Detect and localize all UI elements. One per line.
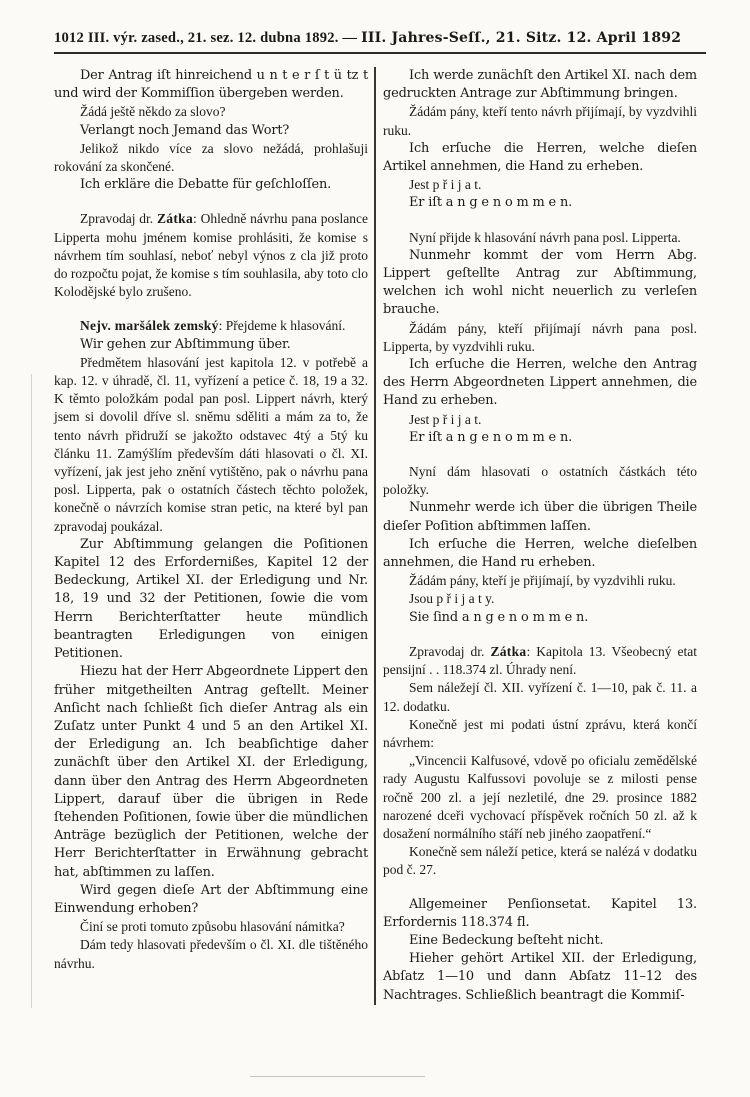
header-rule xyxy=(54,52,706,54)
paragraph: Er iſt a n g e n o m m e n. xyxy=(409,429,573,445)
paragraph: Verlangt noch Jemand das Wort? xyxy=(80,122,290,138)
paragraph: Činí se proti tomuto způsobu hlasování námitka? xyxy=(80,919,345,935)
paragraph: Konečně jest mi podati ústní zprávu, která končí návrhem: xyxy=(383,716,697,750)
bottom-rule xyxy=(250,1076,425,1077)
paragraph: Žádá ještě někdo za slovo? xyxy=(80,104,226,120)
paragraph: Nyní přijde k hlasování návrh pana posl. Lipperta. xyxy=(409,229,681,245)
left-column xyxy=(54,67,368,1005)
paragraph: Zpravodaj dr. Zátka: Ohledně návrhu pana poslance Lipperta mohu jménem komise prohlásiti, že komise s návrhem tím souhlasí, neboť nebyl výnos z cla již proto do rozpočtu pojat, že komise s tím souhlasila, aby toto clo Kolodějské bylo zrušeno. xyxy=(54,211,368,300)
paragraph: Konečně sem náleží petice, která se nalézá v dodatku pod č. 27. xyxy=(383,844,697,878)
paragraph: Ich erſuche die Herren, welche dieſen Artikel annehmen, die Hand zu erheben. xyxy=(383,140,697,175)
paragraph: „Vincencii Kalfusové, vdově po oficialu zemědělské rady Augustu Kalfussovi povoluje se z milosti pense ročně 200 zl. a její nezletilé, dne 29. prosince 1882 narozené dceři vychovací příspěvek ročních 50 zl. až k dosažení normálního stáří neb jiného zaopatření.“ xyxy=(383,753,697,841)
paragraph: Zpravodaj dr. Zátka: Kapitola 13. Všeobecný etat pensijní . . 118.374 zl. Úhrady není. xyxy=(383,643,697,678)
paragraph: Nunmehr kommt der vom Herrn Abg. Lippert geſtellte Antrag zur Abſtimmung, welchen ich wohl nicht neuerlich zu verleſen brauche. xyxy=(383,247,697,318)
header-separator: — xyxy=(342,30,358,46)
column-divider xyxy=(374,67,376,1005)
paragraph: Žádám pány, kteří tento návrh přijímají, by vyzdvihli ruku. xyxy=(383,104,697,138)
paragraph: Sem náležejí čl. XII. vyřízení č. 1—10, pak č. 11. a 12. dodatku. xyxy=(383,680,697,714)
paragraph: Hieher gehört Artikel XII. der Erledigung, Abſatz 1—10 und dann Abſatz 11–12 des Nachtrages. Schließlich beantragt die Kommiſ- xyxy=(383,951,697,1003)
paragraph: Er iſt a n g e n o m m e n. xyxy=(409,195,573,211)
text-columns xyxy=(54,67,706,1005)
paragraph: Ich werde zunächſt den Artikel XI. nach dem gedruckten Antrage zur Abſtimmung bringen. xyxy=(383,68,697,102)
paragraph: Ich erſuche die Herren, welche dieſelben annehmen, die Hand ru erheben. xyxy=(383,536,697,571)
header-czech-session: 1012 III. výr. zased., 21. sez. 12. dubna 1892. xyxy=(54,30,339,46)
right-column xyxy=(383,67,697,1005)
paragraph: Der Antrag iſt hinreichend u n t e r ſ t ü tz t und wird der Kommiſſion übergeben werden. xyxy=(54,68,368,102)
paragraph: Ich erſuche die Herren, welche den Antrag des Herrn Abgeordneten Lippert annehmen, die Hand zu erheben. xyxy=(383,357,697,409)
paragraph: Dám tedy hlasovati především o čl. XI. dle tištěného návrhu. xyxy=(54,937,368,971)
paragraph: Wird gegen dieſe Art der Abſtimmung eine Einwendung erhoben? xyxy=(54,882,368,916)
paragraph: Hiezu hat der Herr Abgeordnete Lippert den früher mitgetheilten Antrag geſtellt. Meiner Anſicht nach ſchließt ſich dieſer Antrag als ein Zuſatz unter Punkt 4 und 5 an den Artikel XI. der Erledigung an. Ich beabſichtige daher zunächſt über den Artikel XI. der Erledigung, dann über den Antrag des Herrn Abgeordneten Lippert, darauf über die übrigen in Rede ſtehenden Poſitionen, ſowie über die mündlichen Anträge bezüglich der Petitionen, welche der Herr Berichterſtatter in Erwähnung gebracht hat, abſtimmen zu laſſen. xyxy=(54,664,368,880)
paragraph: Jsou p ř i j a t y. xyxy=(409,591,495,607)
paragraph: Nejv. maršálek zemský: Přejdeme k hlasování. xyxy=(80,318,346,334)
page-header xyxy=(54,30,706,47)
paragraph: Předmětem hlasování jest kapitola 12. v potřebě a kap. 12. v úhradě, čl. 11, vyřízení a petice č. 18, 19 a 32. K těmto položkám podal pan posl. Lippert návrh, který jsem si dovolil dříve sl. sněmu sděliti a mám za to, že tento návrh přidruží se jakožto odstavec 4tý a 5tý ku článku 11. Zamýšlím především dáti hlasovati o čl. XI. vyřízení, jak jest jeho znění vytištěno, pak o návrhu pana posl. Lipperta, pak o ostatních částech těchto položek, konečně o návrzích komise stran petic, na které byl pan zpravodaj poukázal. xyxy=(54,354,368,534)
paragraph: Jelikož nikdo více za slovo nežádá, prohlašuji rokování za skončené. xyxy=(54,140,368,175)
scan-artifact-line xyxy=(31,374,32,1008)
paragraph: Allgemeiner Penſionsetat. Kapitel 13. Erfordernis 118.374 fl. xyxy=(383,896,697,930)
paragraph: Jest p ř i j a t. xyxy=(409,411,482,427)
paragraph: Sie ſind a n g e n o m m e n. xyxy=(409,609,589,625)
paragraph: Eine Bedeckung beſteht nicht. xyxy=(409,932,604,948)
paragraph: Žádám pány, kteří přijímají návrh pana posl. Lipperta, by vyzdvihli ruku. xyxy=(383,320,697,354)
paragraph: Ich erkläre die Debatte für geſchloſſen. xyxy=(80,177,332,193)
paragraph: Žádám pány, kteří je přijímají, by vyzdvihli ruku. xyxy=(409,573,676,589)
paragraph: Zur Abſtimmung gelangen die Poſitionen Kapitel 12 des Erfordernißes, Kapitel 12 der Bedeckung, Artikel XI. der Erledigung und Nr. 18, 19 und 32 der Petitionen, ſowie die vom Herrn Berichterſtatter heute mündlich beantragten Erledigungen von einigen Petitionen. xyxy=(54,536,368,662)
paragraph: Nunmehr werde ich über die übrigen Theile dieſer Poſition abſtimmen laſſen. xyxy=(383,500,697,534)
paragraph: Wir gehen zur Abſtimmung über. xyxy=(80,336,291,352)
paragraph: Jest p ř i j a t. xyxy=(409,177,482,193)
header-german-session: III. Jahres-Seſſ., 21. Sitz. 12. April 1892 xyxy=(361,30,682,46)
paragraph: Nyní dám hlasovati o ostatních částkách této položky. xyxy=(383,464,697,498)
